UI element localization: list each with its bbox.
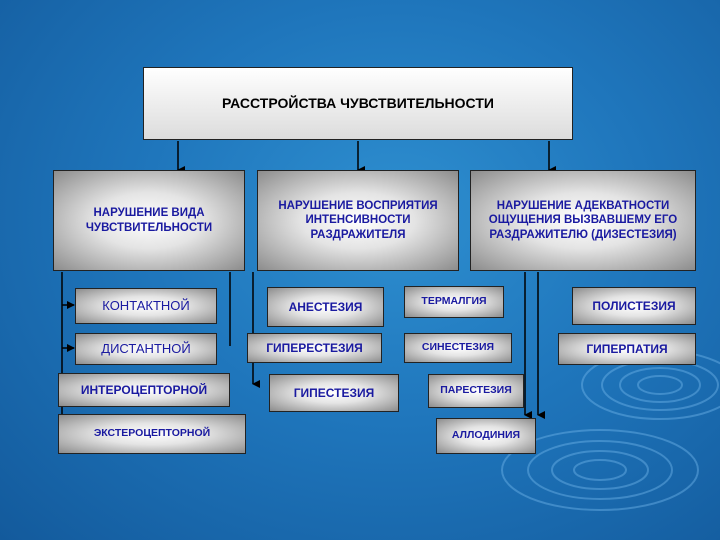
item-hyperesthesia: ГИПЕРЕСТЕЗИЯ [247, 333, 382, 363]
header-type-disorder: НАРУШЕНИЕ ВИДА ЧУВСТВИТЕЛЬНОСТИ [53, 170, 245, 271]
item-contact: КОНТАКТНОЙ [75, 288, 217, 324]
item-allodynia: АЛЛОДИНИЯ [436, 418, 536, 454]
item-interoceptive: ИНТЕРОЦЕПТОРНОЙ [58, 373, 230, 407]
item-distant: ДИСТАНТНОЙ [75, 333, 217, 365]
item-exteroceptive: ЭКСТЕРОЦЕПТОРНОЙ [58, 414, 246, 454]
item-anesthesia: АНЕСТЕЗИЯ [267, 287, 384, 327]
item-synesthesia: СИНЕСТЕЗИЯ [404, 333, 512, 363]
item-thermalgia: ТЕРМАЛГИЯ [404, 286, 504, 318]
item-paresthesia: ПАРЕСТЕЗИЯ [428, 374, 524, 408]
header-intensity-disorder: НАРУШЕНИЕ ВОСПРИЯТИЯ ИНТЕНСИВНОСТИ РАЗДРАЖИТЕЛЯ [257, 170, 459, 271]
item-polyesthesia: ПОЛИСТЕЗИЯ [572, 287, 696, 325]
item-hypesthesia: ГИПЕСТЕЗИЯ [269, 374, 399, 412]
diagram-title: РАССТРОЙСТВА ЧУВСТВИТЕЛЬНОСТИ [143, 67, 573, 140]
header-adequacy-disorder: НАРУШЕНИЕ АДЕКВАТНОСТИ ОЩУЩЕНИЯ ВЫЗВАВШЕМУ ЕГО РАЗДРАЖИТЕЛЮ (ДИЗЕСТЕЗИЯ) [470, 170, 696, 271]
item-hyperpathia: ГИПЕРПАТИЯ [558, 333, 696, 365]
